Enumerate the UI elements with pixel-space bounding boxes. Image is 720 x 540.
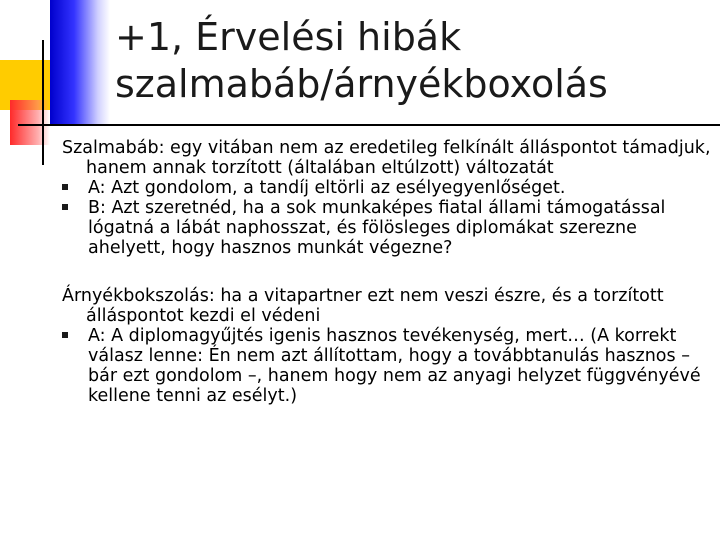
bullet-text: B: Azt szeretnéd, ha a sok munkaképes fiatal állami támogatással lógatná a lábát naphosszat, és fölösleges diplomákat szerezne ahelyett, hogy hasznos munkát végezne? <box>88 198 666 258</box>
square-bullet-icon <box>62 204 68 210</box>
square-bullet-icon <box>62 332 68 338</box>
strawman-definition: Szalmabáb: egy vitában nem az eredetileg felkínált álláspontot támadjuk, hanem annak torzított (általában eltúlzott) változatát <box>62 138 711 178</box>
title-line-1: +1, Érvelési hibák <box>115 15 462 59</box>
decor-vertical-line <box>42 40 44 165</box>
title-line-2: szalmabáb/árnyékboxolás <box>115 62 608 106</box>
bullet-item <box>62 198 712 258</box>
slide-body <box>62 138 712 406</box>
square-bullet-icon <box>62 184 68 190</box>
shadowboxing-definition: Árnyékbokszolás: ha a vitapartner ezt nem veszi észre, és a torzított álláspontot kezdi el védeni <box>62 286 664 326</box>
bullet-item <box>62 178 712 198</box>
section-gap <box>62 258 712 286</box>
bullet-text: A: A diplomagyűjtés igenis hasznos tevékenység, mert… (A korrekt válasz lenne: Én nem azt állítottam, hogy a továbbtanulás hasznos –bár ezt gondolom –, hanem hogy nem az anyagi helyzet függvényévé kellene tenni az esélyt.) <box>88 326 701 406</box>
decor-red-square <box>10 100 50 145</box>
bullet-item <box>62 326 712 406</box>
decor-blue-square <box>50 0 110 125</box>
decor-horizontal-line <box>18 124 720 126</box>
slide-title <box>115 14 608 108</box>
bullet-text: A: Azt gondolom, a tandíj eltörli az esélyegyenlőséget. <box>88 178 566 198</box>
